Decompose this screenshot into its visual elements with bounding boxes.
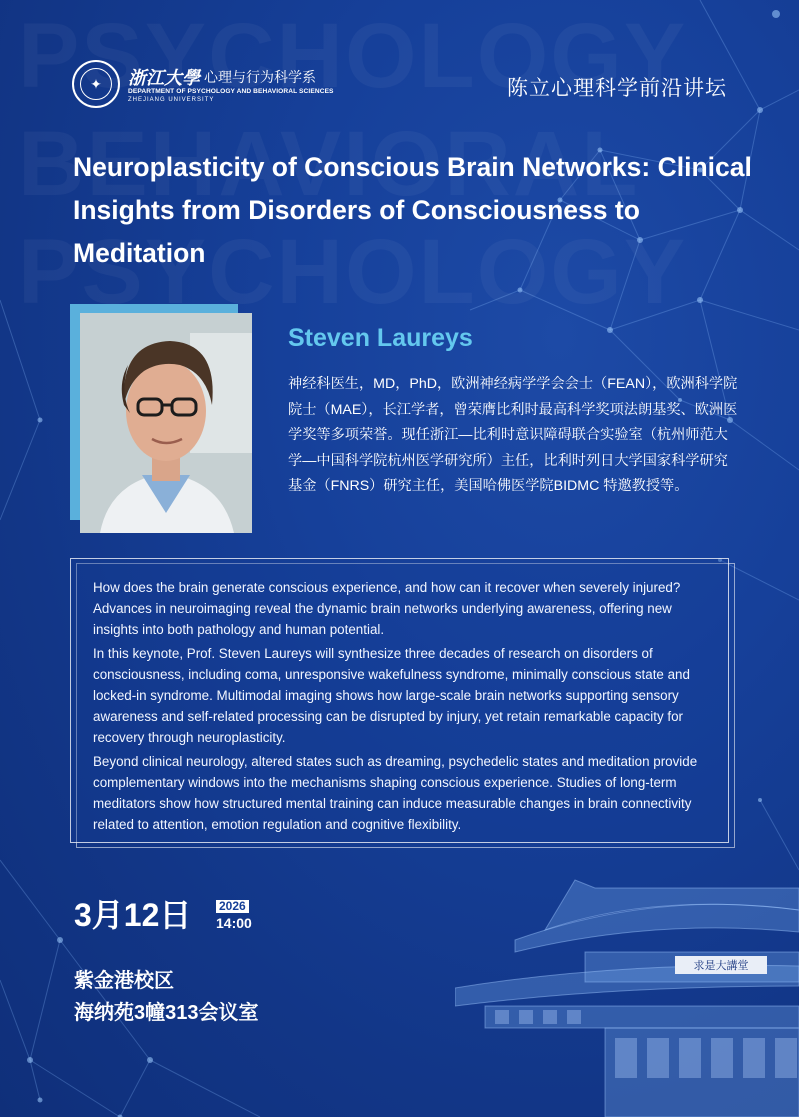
- department-name-cn: 心理与行为科学系: [204, 69, 316, 85]
- abstract-paragraph: Beyond clinical neurology, altered states such as dreaming, psychedelic states and meditation provide complementary windows into the mechanisms shaping conscious experience. Studies of long-term meditators show how structured mental training can induce measurable changes in brain connectivity related to attention, emotion regulation and cognitive flexibility.: [93, 754, 698, 832]
- university-logo: [72, 60, 332, 110]
- abstract-paragraph: How does the brain generate conscious experience, and how can it recover when severely injured? Advances in neuroimaging reveal the dynamic brain networks underlying awareness, offering new insights into both pathology and human potential.: [93, 580, 681, 637]
- abstract-paragraph: In this keynote, Prof. Steven Laureys will synthesize three decades of research on disorders of consciousness, including coma, unresponsive wakefulness syndrome, minimally conscious state and locked-in syndrome. Multimodal imaging shows how large-scale brain networks supporting sensory awareness and self-related processing can be disrupted by injury, yet retain remarkable capacity for recovery through neuroplasticity.: [93, 646, 690, 745]
- event-year: 2026: [216, 900, 249, 913]
- speaker-bio: 神经科医生，MD，PhD，欧洲神经病学学会会士（FEAN），欧洲科学院院士（MAE），长江学者，曾荣膺比利时最高科学奖项法朗基奖、欧洲医学奖等多项荣誉。现任浙江—比利时意识障碍联合实验室（杭州师范大学—中国科学院杭州医学研究所）主任，比利时列日大学国家科学研究基金（FNRS）研究主任，美国哈佛医学院BIDMC 特邀教授等。: [288, 376, 738, 494]
- talk-title: Neuroplasticity of Conscious Brain Networks: Clinical Insights from Disorders of Consciousness to Meditation: [73, 152, 752, 268]
- university-name-cn: 浙江大學: [128, 68, 200, 89]
- event-room: 海纳苑3幢313会议室: [74, 1002, 259, 1024]
- speaker-photo: [80, 313, 252, 533]
- event-time: 14:00: [216, 915, 252, 931]
- speaker-name: Steven Laureys: [288, 324, 473, 352]
- university-name-en: ZHEJIANG UNIVERSITY: [128, 97, 215, 103]
- building-plaque: 求是大講堂: [693, 959, 749, 972]
- event-campus: 紫金港校区: [74, 970, 174, 992]
- department-name-en: DEPARTMENT OF PSYCHOLOGY AND BEHAVIORAL SCIENCES: [128, 88, 334, 95]
- event-day: 3月12日: [74, 897, 192, 933]
- lecture-hall-illustration: [455, 870, 799, 1117]
- lecture-series-title: 陈立心理科学前沿讲坛: [507, 76, 727, 100]
- zju-seal-icon: ✦: [72, 60, 120, 108]
- abstract-box: [70, 558, 729, 843]
